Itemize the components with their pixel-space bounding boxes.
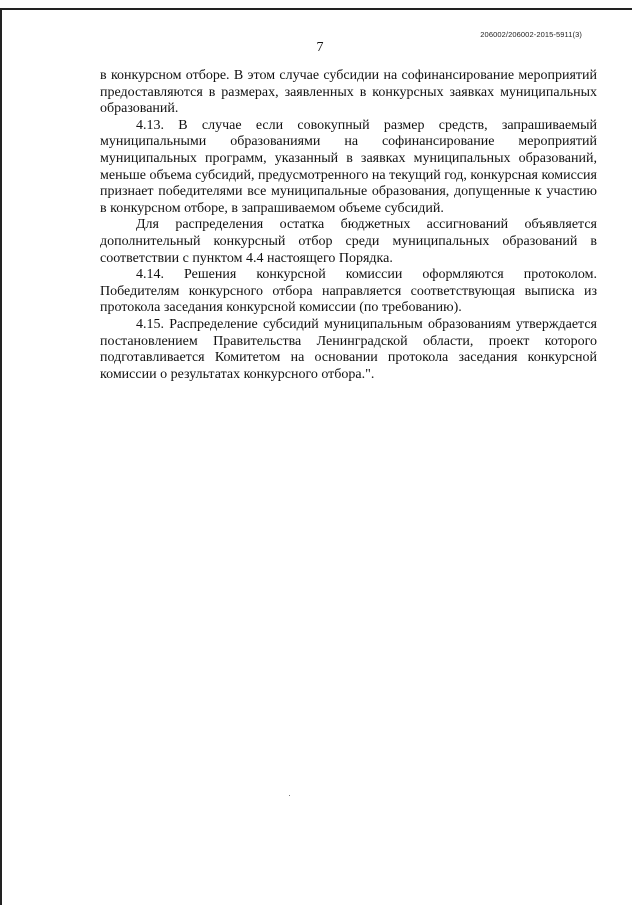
- page-number: 7: [316, 40, 324, 55]
- paragraph-remaining-allocation: Для распределения остатка бюджетных ассигнований объявляется дополнительный конкурсный отбор среди муниципальных образований в соответствии с пунктом 4.4 настоящего Порядка.: [100, 217, 597, 266]
- scan-speck: [289, 795, 290, 796]
- scan-border-top: [0, 8, 632, 10]
- document-body: [100, 68, 597, 383]
- document-id: 206002/206002-2015-5911(3): [480, 30, 582, 39]
- scan-border-left: [0, 8, 2, 905]
- paragraph-4-15: 4.15. Распределение субсидий муниципальным образованиям утверждается постановлением Правительства Ленинградской области, проект которого подготавливается Комитетом на основании протокола заседания конкурсной комиссии о результатах конкурсного отбора.".: [100, 316, 597, 382]
- paragraph-4-13: 4.13. В случае если совокупный размер средств, запрашиваемый муниципальными образованиями на софинансирование мероприятий муниципальных программ, указанный в заявках муниципальных образований, меньше объема субсидий, предусмотренного на текущий год, конкурсная комиссия признает победителями все муниципальные образования, допущенные к участию в конкурсном отборе, в запрашиваемом объеме субсидий.: [100, 117, 597, 216]
- paragraph-continuation: в конкурсном отборе. В этом случае субсидии на софинансирование мероприятий предоставляются в размерах, заявленных в конкурсных заявках муниципальных образований.: [100, 68, 597, 117]
- paragraph-4-14: 4.14. Решения конкурсной комиссии оформляются протоколом. Победителям конкурсного отбора направляется соответствующая выписка из протокола заседания конкурсной комиссии (по требованию).: [100, 267, 597, 316]
